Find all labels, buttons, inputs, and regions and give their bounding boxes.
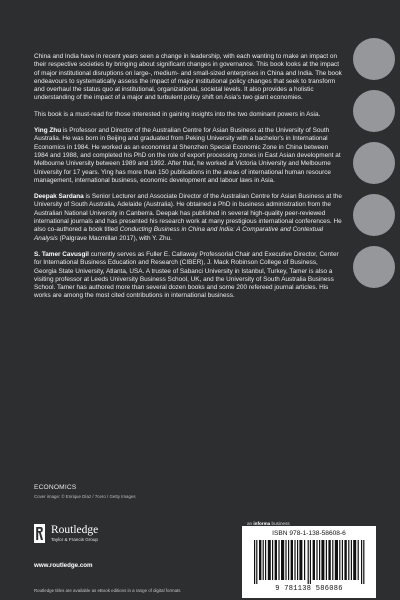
decorative-dot [353,142,395,184]
subject-category: ECONOMICS [34,484,77,491]
imprint-suffix: business [270,521,290,526]
decorative-dot [353,90,395,132]
author-bio-text: is Senior Lecturer and Associate Director of the Australian Centre for Asian Business at the University of South Australia, Adelaide (Australia). He obtained a PhD in business administration from the Australian National University in Canberra. Deepak has published in several high-quality peer-reviewed international journals and has presented his research work at many prestigious international conferences. He also co-authored a book titled [34,193,342,234]
ebook-note: Routledge titles are available as eBook editions in a range of digital formats [34,588,181,593]
author-bio [34,193,342,243]
author-name: Ying Zhu [34,127,62,135]
decorative-dot [353,38,395,80]
publisher-url: www.routledge.com [34,562,93,569]
author-bio-text: (Palgrave Macmillan 2017), with Y. Zhu. [57,234,172,242]
author-name: S. Tamer Cavusgil [34,250,89,258]
publisher-logo [34,524,204,570]
decorative-dot [353,194,395,236]
isbn-label: ISBN 978-1-138-58608-6 [272,530,346,537]
barcode-icon [251,540,367,584]
book-title: Conducting Business in China and India: A Comparative and Contextual Analysis [34,226,324,242]
barcode-digits: 9 781138 586086 [275,585,343,593]
imprint-prefix: an [247,521,254,526]
blurb [34,53,342,309]
routledge-mark-icon [34,524,45,543]
author-bio-text: currently serves as Fuller E. Callaway Professorial Chair and Executive Director, Center for International Business Education and Research (CIBER), J. Mack Robinson College of Business, Georgia State University, Atlanta, USA. A trustee of Sabanci University in Istanbul, Turkey, Tamer is also a visiting professor at Leeds University Business School, UK, and the University of South Australia Business School. Tamer has authored more than several dozen books and some 200 refereed journal articles. His works are among the most cited contributions in international business. [34,250,339,300]
author-bio-text: is Professor and Director of the Australian Centre for Asian Business at the University of South Australia. He was born in Beijing and graduated from Peking University with a bachelor's in International Economics in 1984. He worked as an economist at Shenzhen Special Economic Zone in China between 1984 and 1988, and completed his PhD on the role of export processing zones in East Asian development at Melbourne University between 1989 and 1992. After that, he worked at Victoria University and Melbourne University for 17 years. Ying has more than 150 publications in the areas of international human resource management, international business, economic development and labour laws in Asia. [34,127,341,184]
author-bio [34,127,342,185]
intro-recommendation: This book is a must-read for those interested in gaining insights into the two dominant powers in Asia. [34,110,321,118]
intro-paragraph: China and India have in recent years seen a change in leadership, with each wanting to make an impact on their respective societies by bringing about significant changes in governance. This book looks at the impact of major institutional disruptions on large-, medium- and small-sized enterprises in China and India. The book endeavours to systematically assess the impact of major institutional policy changes that seek to transform and overhaul the status quo at institutional, organizational, societal levels. It also provides a holistic understanding of the impact of a major and turbulent policy shift on Asia's two giant economies. [34,53,342,102]
barcode-panel [242,526,376,598]
author-bio [34,251,342,301]
decorative-dot [353,246,395,288]
author-name: Deepak Sardana [34,193,84,201]
cover-credit: Cover image: © Enrique Díaz / 7cero / Getty Images [34,494,136,499]
publisher-subtitle: Taylor & Francis Group [51,537,98,542]
publisher-name: Routledge [51,524,99,536]
imprint-brand: informa [253,521,271,526]
